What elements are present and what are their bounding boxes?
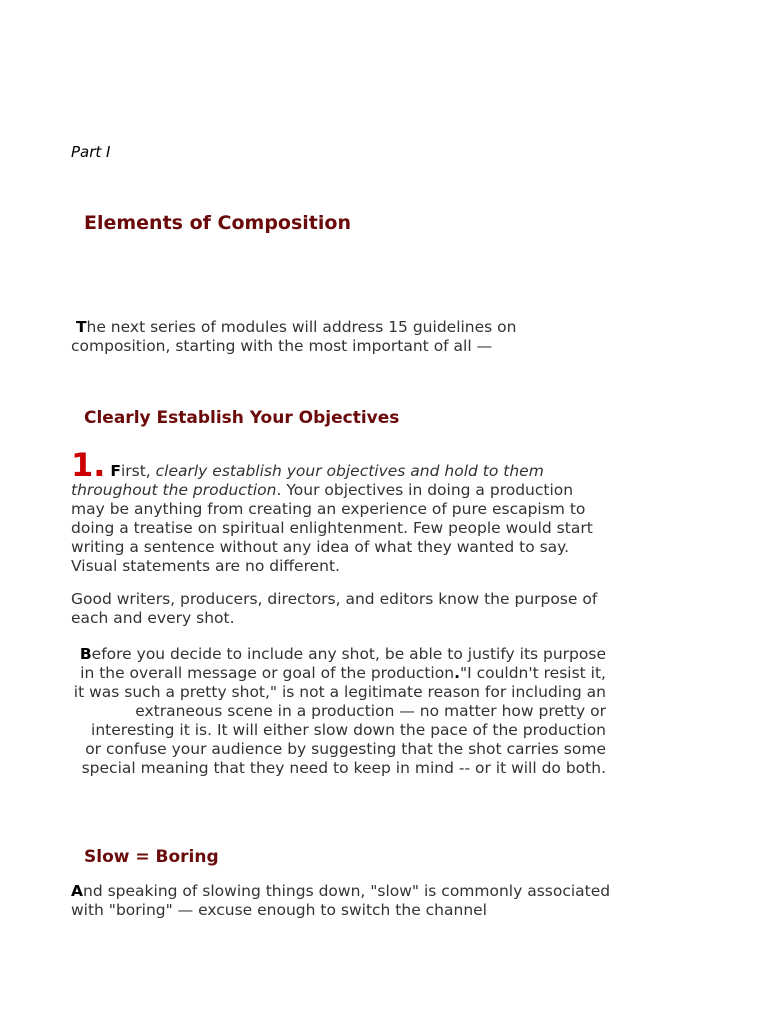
section-heading-objectives: Clearly Establish Your Objectives <box>84 408 400 428</box>
before-paragraph <box>71 645 606 778</box>
objectives-emphasis: clearly establish your objectives and hold to them throughout the production <box>71 462 544 499</box>
objectives-paragraph <box>71 446 611 576</box>
writers-paragraph: Good writers, producers, directors, and editors know the purpose of each and every shot. <box>71 590 598 627</box>
objectives-dropcap: F <box>110 462 121 480</box>
slow-dropcap: A <box>71 882 83 900</box>
before-dot: . <box>454 664 460 682</box>
before-text-b: "I couldn't resist it, it was such a pretty shot," is not a legitimate reason for including an extraneous scene in a production — no matter how pretty or interesting it is. It will either slow down the pace of the production or confuse your audience by suggesting that the shot carries some special meaning that they need to keep in mind -- or it will do both. <box>73 664 606 777</box>
part-label: Part I <box>71 143 111 161</box>
intro-paragraph <box>71 318 611 356</box>
objectives-rest: . Your objectives in doing a production may be anything from creating an experience of pure escapism to doing a treatise on spiritual enlightenment. Few people would start writing a sentence without any idea of what they wanted to say. Visual statements are no different. <box>71 481 593 575</box>
item-number: 1. <box>71 446 106 484</box>
slow-paragraph <box>71 882 611 920</box>
before-text-a: efore you decide to include any shot, be able to justify its purpose in the overall message or goal of the production <box>80 645 606 682</box>
before-dropcap: B <box>79 645 92 663</box>
section-heading-slow: Slow = Boring <box>84 847 219 867</box>
slow-text: nd speaking of slowing things down, "slow" is commonly associated with "boring" — excuse enough to switch the channel <box>71 882 611 919</box>
page-title: Elements of Composition <box>84 212 351 234</box>
objectives-lead: irst, <box>120 462 156 480</box>
intro-dropcap: T <box>75 318 87 336</box>
intro-text: he next series of modules will address 15 guidelines on composition, starting with the most important of all — <box>71 318 517 355</box>
